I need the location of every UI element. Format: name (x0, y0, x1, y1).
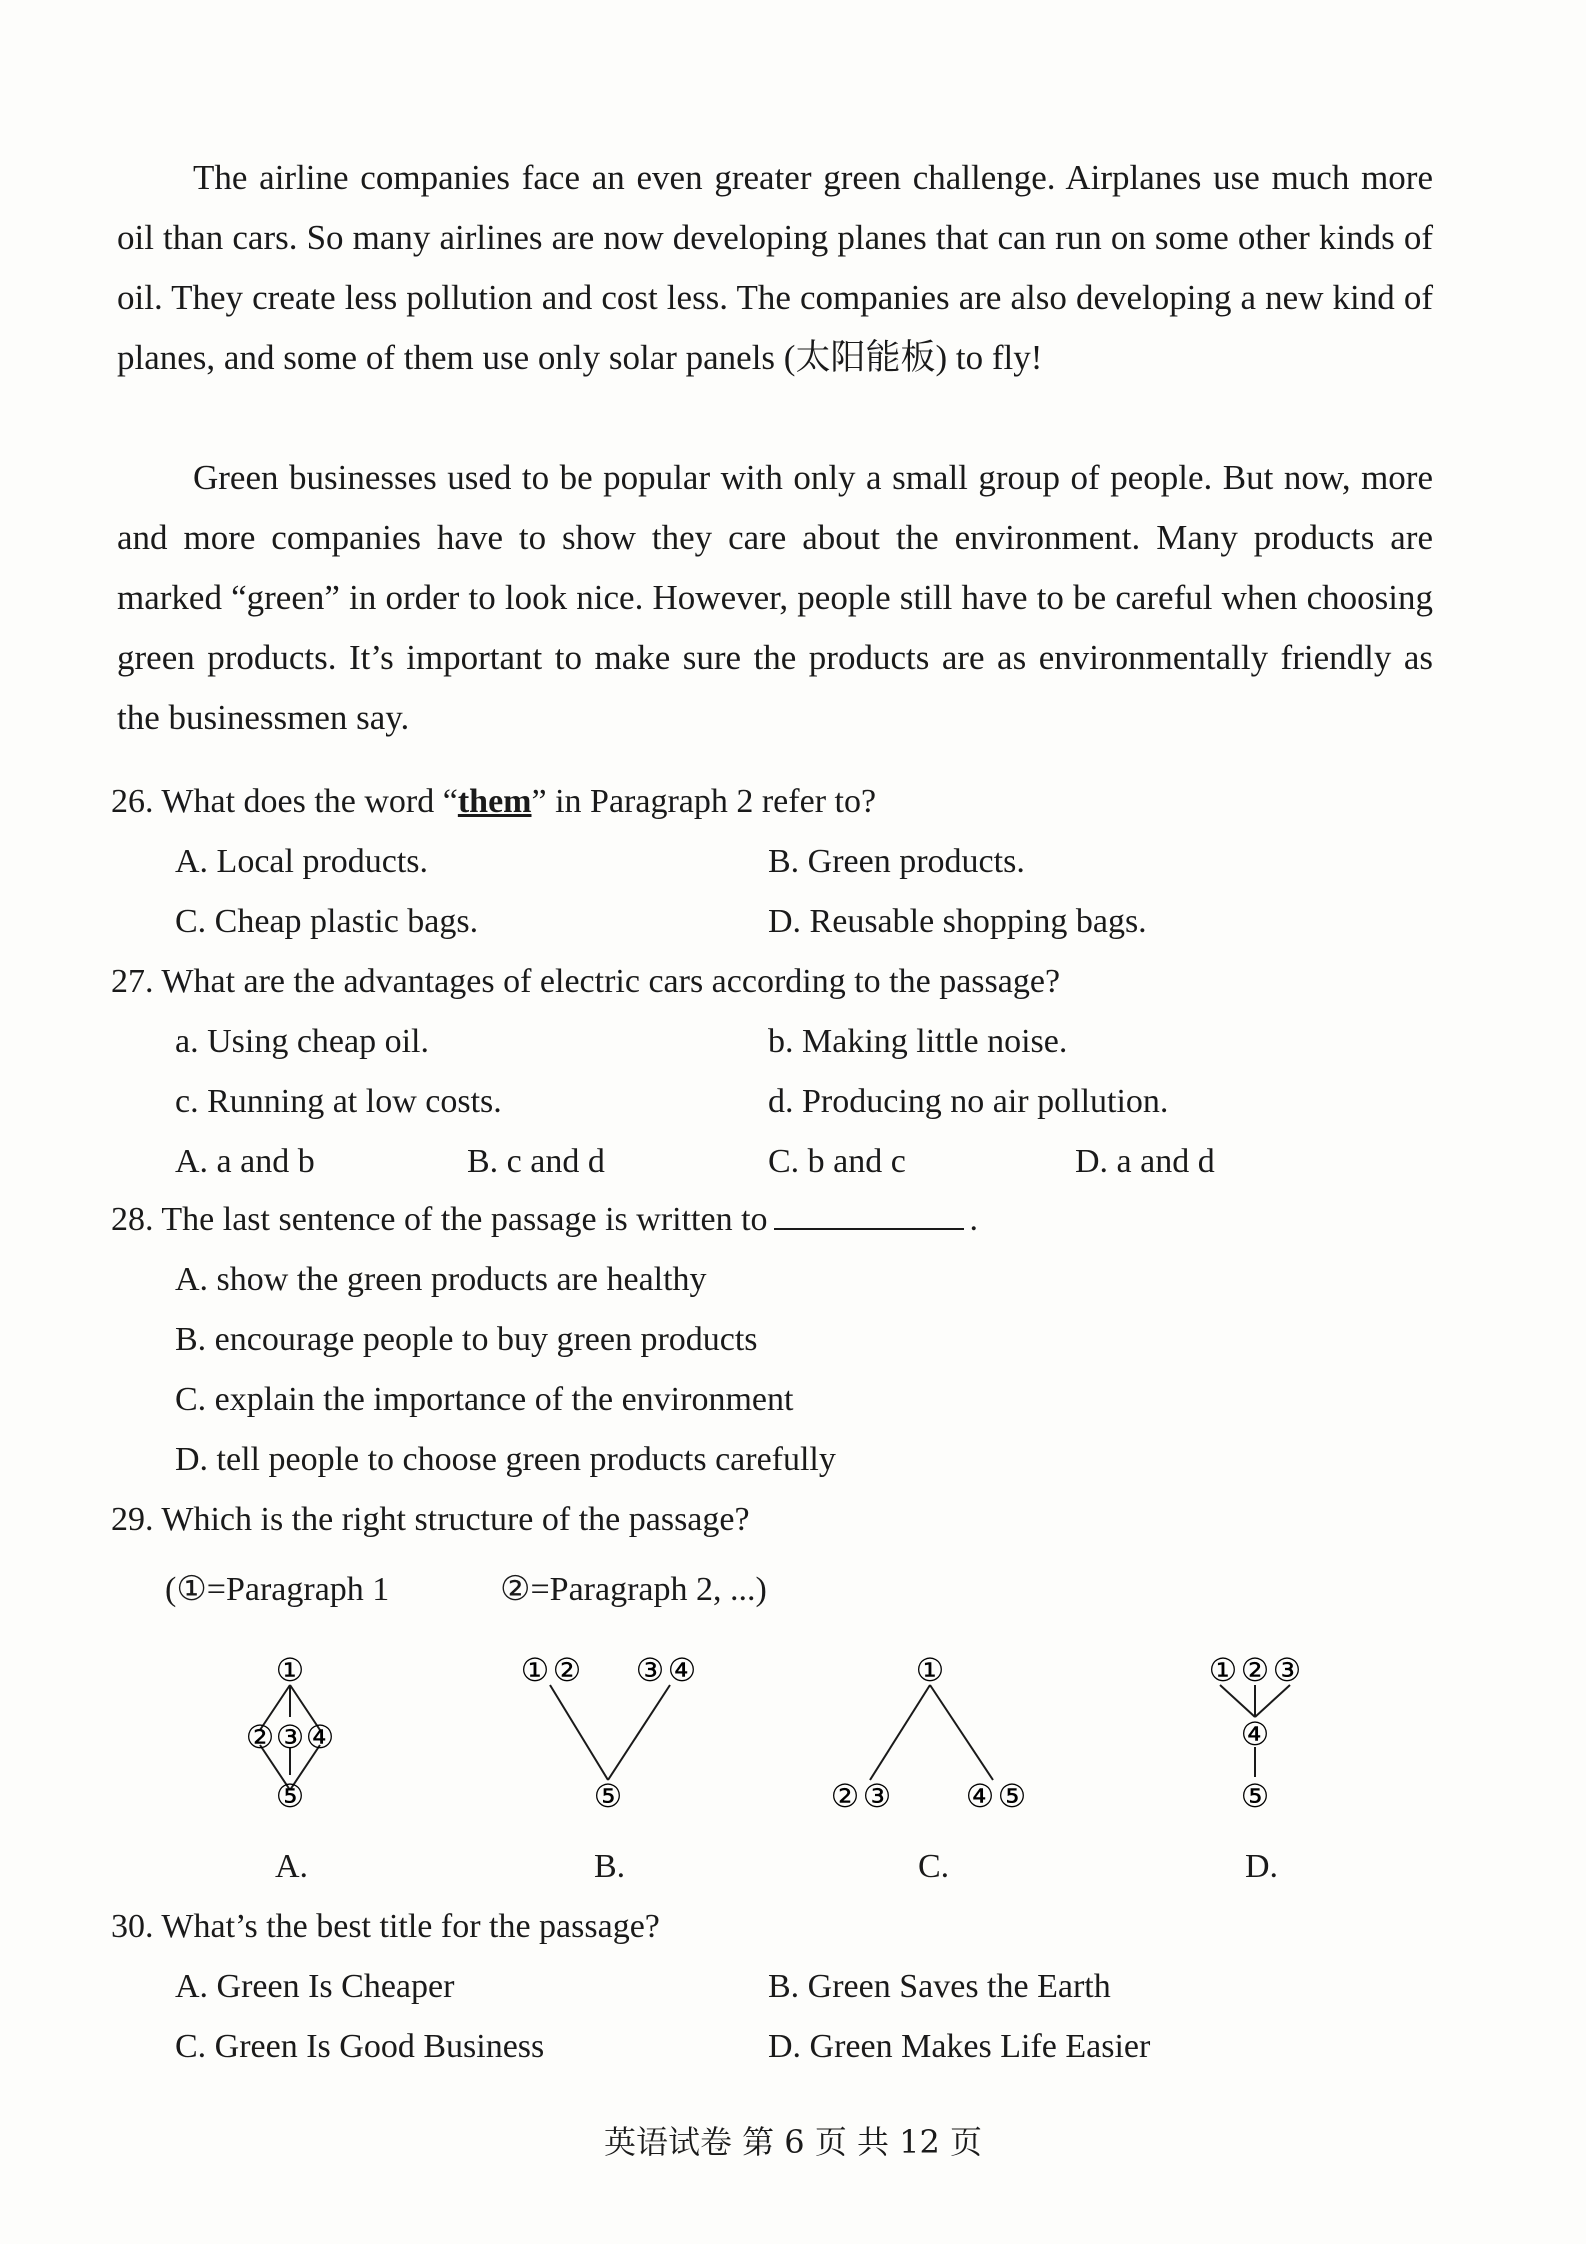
q26-option-c[interactable]: C. Cheap plastic bags. (175, 903, 479, 940)
question-26-post: ” in Paragraph 2 refer to? (531, 783, 877, 820)
paragraph-airlines: The airline companies face an even greater green challenge. Airplanes use much more oil than cars. So many airlines are now developing planes that can run on some other kinds of oil. They create less pollution and cost less. The companies are also developing a new kind of planes, and some of them use only solar panels (太阳能板) to fly! (117, 158, 1433, 377)
circled-3: ③ (275, 1718, 305, 1756)
q27-option-a[interactable]: A. a and b (175, 1143, 315, 1180)
circled-3: ③ (1272, 1651, 1302, 1689)
question-27: 27. What are the advantages of electric cars according to the passage? (111, 963, 1061, 1000)
circled-2: ② (245, 1718, 275, 1756)
q30-option-b[interactable]: B. Green Saves the Earth (768, 1968, 1111, 2005)
circled-2: ② (552, 1651, 582, 1689)
circled-5: ⑤ (997, 1777, 1027, 1815)
structure-diagram-a (225, 1645, 365, 1820)
q30-option-d[interactable]: D. Green Makes Life Easier (768, 2028, 1151, 2065)
question-26 (111, 780, 876, 824)
circled-4: ④ (965, 1777, 995, 1815)
q30-option-a[interactable]: A. Green Is Cheaper (175, 1968, 455, 2005)
circled-4: ④ (1240, 1715, 1270, 1753)
diagram-label-c[interactable]: C. (918, 1848, 950, 1885)
q28-option-c[interactable]: C. explain the importance of the environment (175, 1381, 794, 1418)
answer-blank (774, 1198, 964, 1230)
circled-1: ① (915, 1651, 945, 1689)
q27-item-c: c. Running at low costs. (175, 1083, 502, 1120)
q27-item-a: a. Using cheap oil. (175, 1023, 429, 1060)
circled-3: ③ (635, 1651, 665, 1689)
diagram-label-b[interactable]: B. (594, 1848, 626, 1885)
circled-3: ③ (862, 1777, 892, 1815)
structure-diagram-d (1180, 1645, 1340, 1820)
circled-4: ④ (667, 1651, 697, 1689)
circled-2: ② (830, 1777, 860, 1815)
circled-1: ① (1208, 1651, 1238, 1689)
question-26-pre: 26. What does the word “ (111, 783, 458, 820)
circled-4: ④ (305, 1718, 335, 1756)
question-28-end: . (969, 1201, 979, 1238)
q26-option-d[interactable]: D. Reusable shopping bags. (768, 903, 1147, 940)
diagram-label-a[interactable]: A. (275, 1848, 309, 1885)
diagram-label-d[interactable]: D. (1245, 1848, 1279, 1885)
q30-option-c[interactable]: C. Green Is Good Business (175, 2028, 545, 2065)
paragraph-green-business: Green businesses used to be popular with only a small group of people. But now, more and more companies have to show they care about the environment. Many products are marked “green” in order to look nice. However, people still have to be careful when choosing green products. It’s important to make sure the products are as environmentally friendly as the businessmen say. (117, 458, 1433, 737)
circled-5: ⑤ (1240, 1777, 1270, 1815)
q29-note-paragraph-1: (①=Paragraph 1 (165, 1571, 390, 1608)
q26-option-b[interactable]: B. Green products. (768, 843, 1025, 880)
question-28 (111, 1198, 978, 1242)
circled-5: ⑤ (593, 1777, 623, 1815)
circled-1: ① (275, 1651, 305, 1689)
q28-option-a[interactable]: A. show the green products are healthy (175, 1261, 707, 1298)
structure-diagram-b (505, 1645, 725, 1820)
q28-option-b[interactable]: B. encourage people to buy green products (175, 1321, 758, 1358)
q27-item-d: d. Producing no air pollution. (768, 1083, 1169, 1120)
q26-option-a[interactable]: A. Local products. (175, 843, 429, 880)
q27-option-b[interactable]: B. c and d (467, 1143, 605, 1180)
question-30: 30. What’s the best title for the passage? (111, 1908, 660, 1945)
question-26-keyword: them (457, 783, 532, 820)
q27-item-b: b. Making little noise. (768, 1023, 1068, 1060)
circled-1: ① (520, 1651, 550, 1689)
q28-option-d[interactable]: D. tell people to choose green products carefully (175, 1441, 836, 1478)
circled-2: ② (1240, 1651, 1270, 1689)
structure-diagram-c (825, 1645, 1045, 1820)
question-29: 29. Which is the right structure of the passage? (111, 1501, 750, 1538)
q29-note-paragraph-2: ②=Paragraph 2, ...) (500, 1571, 767, 1608)
circled-5: ⑤ (275, 1777, 305, 1815)
question-28-text: 28. The last sentence of the passage is written to (111, 1201, 768, 1238)
page-footer: 英语试卷 第 6 页 共 12 页 (603, 2123, 983, 2161)
q27-option-d[interactable]: D. a and d (1075, 1143, 1215, 1180)
q27-option-c[interactable]: C. b and c (768, 1143, 906, 1180)
